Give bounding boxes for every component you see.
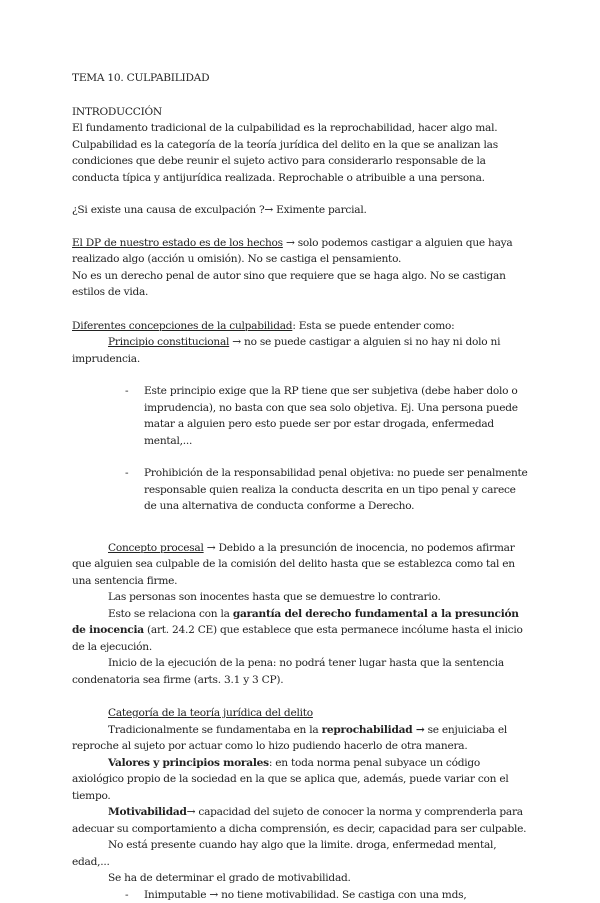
presumption-guarantee: garantía del derecho fundamental a la presunción de inocencia — [72, 608, 519, 637]
valores-term: Valores y principios morales — [108, 757, 269, 769]
intro-heading: INTRODUCCIÓN — [72, 104, 530, 121]
conceptions-paragraph — [72, 318, 530, 335]
dash-bullet: - — [125, 465, 128, 482]
reprochabilidad-term: reprochabilidad → — [322, 724, 425, 736]
dp-text: → solo podemos castigar a alguien que haya realizado algo (acción u omisión). No se castiga el pensamiento. — [72, 237, 513, 266]
categoria-heading — [72, 705, 530, 722]
categoria-paragraph-2 — [72, 755, 530, 805]
dash-bullet: - — [125, 383, 128, 400]
principle-heading: Principio constitucional — [108, 336, 229, 348]
categoria-p1-rest: se enjuiciaba el reproche al sujeto por actuar como lo hizo pudiendo hacerlo de otra manera. — [72, 724, 507, 753]
conceptions-text: : Esta se puede entender como: — [292, 320, 454, 332]
principle-paragraph — [72, 334, 530, 367]
categoria-p1-text: Tradicionalmente se fundamentaba en la — [108, 724, 322, 736]
procesal-p3-rest: (art. 24.2 CE) que establece que esta permanece incólume hasta el inicio de la ejecución. — [72, 624, 523, 653]
categoria-paragraph-3 — [72, 804, 530, 837]
list-item — [72, 887, 530, 903]
list-item — [72, 383, 530, 449]
conceptions-heading: Diferentes concepciones de la culpabilidad — [72, 320, 292, 332]
principle-text: → no se puede castigar a alguien si no hay ni dolo ni imprudencia. — [72, 336, 500, 365]
categoria-p3-rest: → capacidad del sujeto de conocer la norma y comprenderla para adecuar su comportamiento a dicha comprensión, es decir, capacidad para ser culpable. — [72, 806, 526, 835]
list-item — [72, 465, 530, 515]
dash-bullet: - — [125, 887, 128, 903]
motivabilidad-term: Motivabilidad — [108, 806, 187, 818]
procesal-text: → Debido a la presunción de inocencia, no podemos afirmar que alguien sea culpable de la comisión del delito hasta que se establezca como tal en una sentencia firme. — [72, 542, 515, 587]
dp-heading: El DP de nuestro estado es de los hechos — [72, 237, 283, 249]
dp-paragraph — [72, 235, 530, 268]
procesal-paragraph-3 — [72, 606, 530, 656]
procesal-paragraph — [72, 540, 530, 590]
procesal-p3-text: Esto se relaciona con la — [108, 608, 233, 620]
categoria-paragraph-4: No está presente cuando hay algo que la limite. droga, enfermedad mental, edad,... — [72, 837, 530, 870]
procesal-paragraph-2: Las personas son inocentes hasta que se demuestre lo contrario. — [72, 589, 530, 606]
bullet-text: Este principio exige que la RP tiene que ser subjetiva (debe haber dolo o imprudencia), no basta con que sea solo objetiva. Ej. Una persona puede matar a alguien pero esto puede ser por estar drogada, enfermedad mental,... — [144, 385, 518, 447]
doc-title: TEMA 10. CULPABILIDAD — [72, 70, 530, 87]
procesal-paragraph-4: Inicio de la ejecución de la pena: no podrá tener lugar hasta que la sentencia condenatoria sea firme (arts. 3.1 y 3 CP). — [72, 655, 530, 688]
categoria-paragraph-5: Se ha de determinar el grado de motivabilidad. — [72, 870, 530, 887]
principle-bullet-list — [72, 383, 530, 515]
categoria-p2-rest: : en toda norma penal subyace un código axiológico propio de la sociedad en la que se aplica que, además, puede variar con el tiempo. — [72, 757, 509, 802]
bullet-text: Prohibición de la responsabilidad penal objetiva: no puede ser penalmente responsable quien realiza la conducta descrita en un tipo penal y carece de una alternativa de conducta conforme a Derecho. — [144, 467, 528, 512]
dp-paragraph-2: No es un derecho penal de autor sino que requiere que se haga algo. No se castigan estilos de vida. — [72, 268, 530, 301]
procesal-heading: Concepto procesal — [108, 542, 204, 554]
categoria-heading-text: Categoría de la teoría jurídica del delito — [108, 707, 313, 719]
categoria-paragraph-1 — [72, 722, 530, 755]
intro-paragraph-1: El fundamento tradicional de la culpabilidad es la reprochabilidad, hacer algo mal. — [72, 120, 530, 137]
intro-paragraph-2: Culpabilidad es la categoría de la teoría jurídica del delito en la que se analizan las condiciones que debe reunir el sujeto activo para considerarlo responsable de la conducta típica y antijurídica realizada. Reprochable o atribuible a una persona. — [72, 137, 530, 187]
exculpation-question: ¿Si existe una causa de exculpación ?→ Eximente parcial. — [72, 202, 530, 219]
inimputable-text: Inimputable → no tiene motivabilidad. Se castiga con una mds, — [144, 889, 466, 901]
